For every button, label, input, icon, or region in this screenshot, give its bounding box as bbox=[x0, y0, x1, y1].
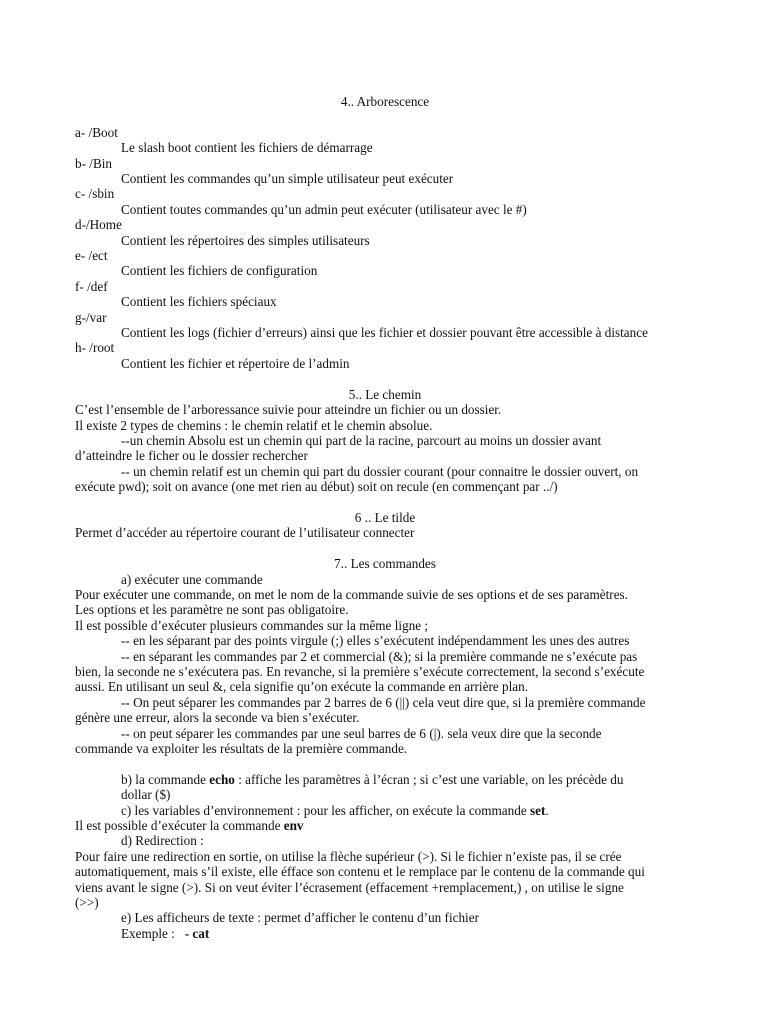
dir-label-ect: e- /ect bbox=[75, 248, 108, 264]
dir-desc-home: Contient les répertoires des simples utilisateurs bbox=[121, 232, 370, 248]
subsection-c bbox=[75, 803, 695, 818]
paragraph: Les options et les paramètre ne sont pas obligatoire. bbox=[75, 602, 349, 618]
dir-desc-root: Contient les fichier et répertoire de l’admin bbox=[121, 355, 350, 371]
paragraph: d’atteindre le ficher ou le dossier rechercher bbox=[75, 448, 308, 464]
subsection-d-heading: d) Redirection : bbox=[121, 833, 204, 849]
dir-label-def: f- /def bbox=[75, 278, 108, 294]
dir-desc-boot: Le slash boot contient les fichiers de démarrage bbox=[121, 140, 373, 156]
paragraph: C’est l’ensemble de l’arboressance suivie pour atteindre un fichier ou un dossier. bbox=[75, 402, 502, 418]
command-env: env bbox=[283, 818, 304, 834]
paragraph: génère une erreur, alors la seconde va bien s’exécuter. bbox=[75, 710, 360, 726]
paragraph: automatiquement, mais s’il existe, elle éfface son contenu et le remplace par le contenu de la commande qui bbox=[75, 864, 645, 880]
paragraph: viens avant le signe (>). Si on veut éviter l’écrasement (effacement +remplacement,) , on utilise le signe bbox=[75, 879, 624, 895]
subsection-a-heading: a) exécuter une commande bbox=[121, 571, 263, 587]
paragraph: -- en les séparant par des points virgule (;) elles s’exécutent indépendamment les unes des autres bbox=[121, 633, 630, 649]
paragraph: Il existe 2 types de chemins : le chemin relatif et le chemin absolue. bbox=[75, 417, 433, 433]
dir-label-boot: a- /Boot bbox=[75, 124, 118, 140]
command-echo: echo bbox=[209, 771, 235, 787]
paragraph: Il est possible d’exécuter plusieurs commandes sur la même ligne ; bbox=[75, 617, 429, 633]
paragraph: (>>) bbox=[75, 895, 99, 911]
text: b) la commande bbox=[121, 771, 210, 787]
paragraph: -- un chemin relatif est un chemin qui part du dossier courant (pour connaitre le dossier ouvert, on bbox=[121, 463, 639, 479]
text: : affiche les paramètres à l’écran ; si c’est une variable, on les précède du bbox=[234, 771, 624, 787]
dir-label-sbin: c- /sbin bbox=[75, 186, 115, 202]
dir-label-home: d-/Home bbox=[75, 217, 122, 233]
dir-desc-var: Contient les logs (fichier d’erreurs) ainsi que les fichier et dossier pouvant être accessible à distance bbox=[121, 325, 648, 341]
subsection-e-heading: e) Les afficheurs de texte : permet d’afficher le contenu d’un fichier bbox=[121, 910, 479, 926]
subsection-b bbox=[75, 772, 695, 787]
section-5-title: 5.. Le chemin bbox=[348, 386, 422, 402]
spacer bbox=[75, 495, 695, 510]
paragraph bbox=[75, 818, 695, 833]
paragraph: Permet d’accéder au répertoire courant de l’utilisateur connecter bbox=[75, 525, 415, 541]
dir-label-bin: b- /Bin bbox=[75, 155, 112, 171]
dir-desc-ect: Contient les fichiers de configuration bbox=[121, 263, 318, 279]
example-line bbox=[75, 926, 695, 941]
section-4-title: 4.. Arborescence bbox=[340, 94, 430, 109]
dir-desc-def: Contient les fichiers spéciaux bbox=[121, 294, 277, 310]
dir-desc-sbin: Contient toutes commandes qu’un admin peut exécuter (utilisateur avec le #) bbox=[121, 201, 527, 217]
example-label: Exemple : bbox=[121, 925, 185, 941]
spacer bbox=[75, 371, 695, 386]
paragraph: exécute pwd); soit on avance (one met rien au début) soit on recule (en commençant par ../) bbox=[75, 479, 558, 495]
paragraph: -- en séparant les commandes par 2 et commercial (&); si la première commande ne s’exécute pas bbox=[121, 648, 638, 664]
section-6-title: 6 .. Le tilde bbox=[354, 509, 416, 525]
paragraph: --un chemin Absolu est un chemin qui part de la racine, parcourt au moins un dossier avant bbox=[121, 432, 602, 448]
dir-desc-bin: Contient les commandes qu’un simple utilisateur peut exécuter bbox=[121, 171, 454, 187]
text: . bbox=[545, 802, 549, 818]
spacer bbox=[75, 756, 695, 771]
dir-label-root: h- /root bbox=[75, 340, 115, 356]
paragraph: commande va exploiter les résultats de la première commande. bbox=[75, 741, 408, 756]
paragraph: bien, la seconde ne s’exécutera pas. En revanche, si la première s’exécute correctement, la second s’exécute bbox=[75, 663, 645, 679]
document-page bbox=[75, 94, 695, 941]
text: c) les variables d’environnement : pour les afficher, on exécute la commande bbox=[121, 802, 530, 818]
spacer bbox=[75, 541, 695, 556]
paragraph: dollar ($) bbox=[121, 787, 171, 803]
paragraph: -- On peut séparer les commandes par 2 barres de 6 (||) cela veut dire que, si la première commande bbox=[121, 694, 646, 710]
paragraph: Pour exécuter une commande, on met le nom de la commande suivie de ses options et de ses paramètres. bbox=[75, 586, 628, 602]
paragraph: Pour faire une redirection en sortie, on utilise la flèche supérieur (>). Si le fichier n’existe pas, il se crée bbox=[75, 848, 622, 864]
spacer bbox=[75, 109, 695, 124]
section-7-title: 7.. Les commandes bbox=[334, 556, 436, 572]
command-set: set bbox=[529, 802, 546, 818]
paragraph: aussi. En utilisant un seul &, cela signifie qu’on exécute la commande en arrière plan. bbox=[75, 679, 528, 695]
text: Il est possible d’exécuter la commande bbox=[75, 818, 284, 834]
paragraph: -- on peut séparer les commandes par une seul barres de 6 (|). sela veux dire que la seconde bbox=[121, 725, 602, 741]
dir-label-var: g-/var bbox=[75, 309, 107, 325]
command-cat: - cat bbox=[184, 925, 210, 941]
